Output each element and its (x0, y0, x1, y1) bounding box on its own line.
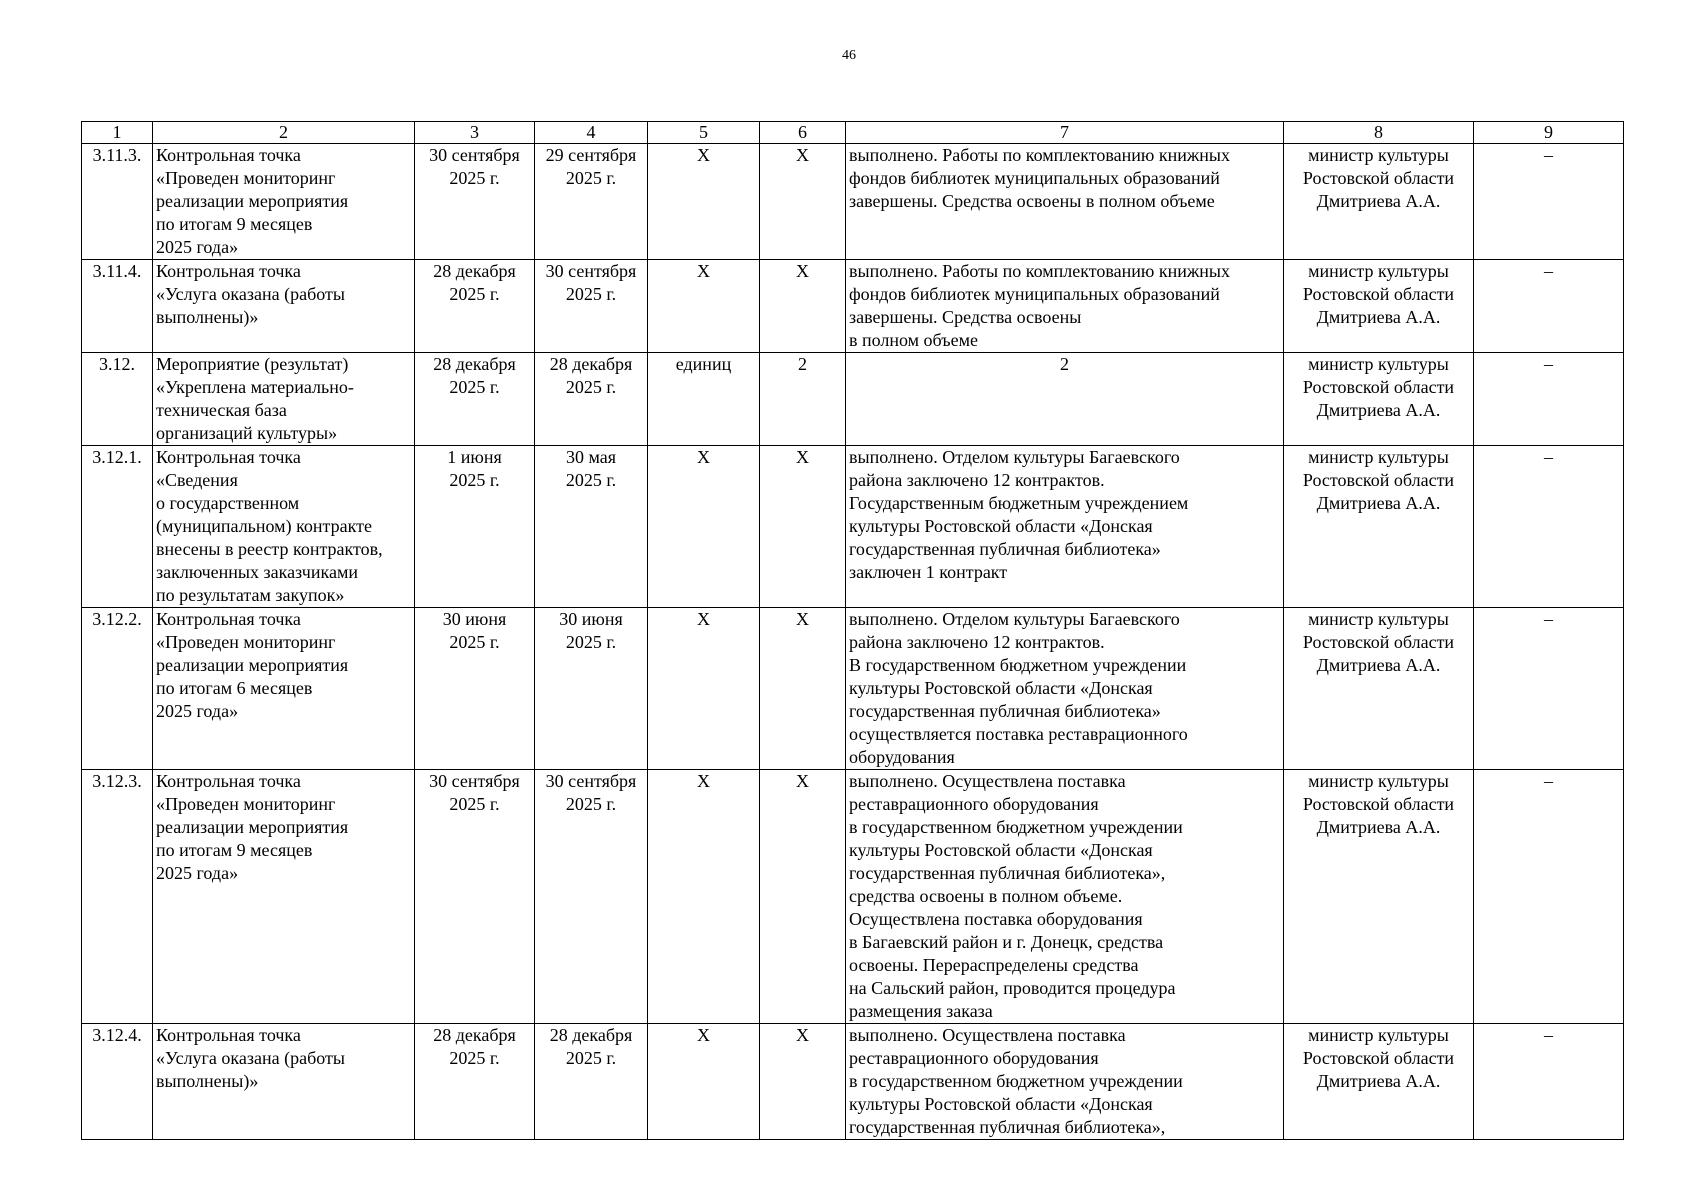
status-text: 2 (846, 353, 1284, 446)
row-name: Мероприятие (результат) «Укреплена материально- техническая база организаций культуры» (153, 353, 415, 446)
table-row (82, 1024, 1624, 1140)
value: Х (760, 770, 846, 1024)
header-cell: 2 (153, 122, 415, 144)
responsible: министр культуры Ростовской области Дмитриева А.А. (1284, 770, 1474, 1024)
note: – (1474, 260, 1624, 353)
fact-date: 30 мая 2025 г. (535, 446, 648, 608)
note: – (1474, 446, 1624, 608)
row-number: 3.12. (82, 353, 153, 446)
unit: Х (648, 770, 760, 1024)
responsible: министр культуры Ростовской области Дмитриева А.А. (1284, 446, 1474, 608)
note: – (1474, 353, 1624, 446)
report-table (81, 121, 1624, 1140)
header-cell: 9 (1474, 122, 1624, 144)
note: – (1474, 144, 1624, 260)
status-text: выполнено. Работы по комплектованию книжных фондов библиотек муниципальных образований завершены. Средства освоены в полном объеме (846, 144, 1284, 260)
header-cell: 5 (648, 122, 760, 144)
responsible: министр культуры Ростовской области Дмитриева А.А. (1284, 144, 1474, 260)
row-name: Контрольная точка «Проведен мониторинг реализации мероприятия по итогам 9 месяцев 2025 года» (153, 770, 415, 1024)
value: Х (760, 446, 846, 608)
plan-date: 28 декабря 2025 г. (415, 260, 535, 353)
header-cell: 1 (82, 122, 153, 144)
row-number: 3.12.3. (82, 770, 153, 1024)
fact-date: 28 декабря 2025 г. (535, 1024, 648, 1140)
responsible: министр культуры Ростовской области Дмитриева А.А. (1284, 260, 1474, 353)
header-cell: 3 (415, 122, 535, 144)
row-name: Контрольная точка «Сведения о государственном (муниципальном) контракте внесены в реестр контрактов, заключенных заказчиками по результатам закупок» (153, 446, 415, 608)
row-name: Контрольная точка «Проведен мониторинг реализации мероприятия по итогам 6 месяцев 2025 года» (153, 608, 415, 770)
header-cell: 7 (846, 122, 1284, 144)
value: Х (760, 1024, 846, 1140)
unit: Х (648, 260, 760, 353)
responsible: министр культуры Ростовской области Дмитриева А.А. (1284, 608, 1474, 770)
unit: единиц (648, 353, 760, 446)
unit: Х (648, 608, 760, 770)
table-row (82, 770, 1624, 1024)
header-cell: 6 (760, 122, 846, 144)
plan-date: 30 июня 2025 г. (415, 608, 535, 770)
plan-date: 28 декабря 2025 г. (415, 1024, 535, 1140)
page-number: 46 (842, 48, 856, 63)
fact-date: 30 сентября 2025 г. (535, 770, 648, 1024)
plan-date: 30 сентября 2025 г. (415, 770, 535, 1024)
table-row (82, 608, 1624, 770)
table-row (82, 260, 1624, 353)
row-name: Контрольная точка «Услуга оказана (работы выполнены)» (153, 1024, 415, 1140)
status-text: выполнено. Осуществлена поставка реставрационного оборудования в государственном бюджетном учреждении культуры Ростовской области «Донская государственная публичная библиотека», (846, 1024, 1284, 1140)
unit: Х (648, 144, 760, 260)
table-row (82, 353, 1624, 446)
plan-date: 28 декабря 2025 г. (415, 353, 535, 446)
row-name: Контрольная точка «Проведен мониторинг реализации мероприятия по итогам 9 месяцев 2025 года» (153, 144, 415, 260)
unit: Х (648, 1024, 760, 1140)
header-cell: 8 (1284, 122, 1474, 144)
status-text: выполнено. Отделом культуры Багаевского района заключено 12 контрактов. В государственном бюджетном учреждении культуры Ростовской области «Донская государственная публичная библиотека» осуществляется поставка реставрационного оборудования (846, 608, 1284, 770)
fact-date: 29 сентября 2025 г. (535, 144, 648, 260)
value: 2 (760, 353, 846, 446)
plan-date: 30 сентября 2025 г. (415, 144, 535, 260)
responsible: министр культуры Ростовской области Дмитриева А.А. (1284, 353, 1474, 446)
fact-date: 30 сентября 2025 г. (535, 260, 648, 353)
table-row (82, 446, 1624, 608)
note: – (1474, 770, 1624, 1024)
status-text: выполнено. Отделом культуры Багаевского района заключено 12 контрактов. Государственным бюджетным учреждением культуры Ростовской области «Донская государственная публичная библиотека» заключен 1 контракт (846, 446, 1284, 608)
row-number: 3.12.2. (82, 608, 153, 770)
status-text: выполнено. Осуществлена поставка реставрационного оборудования в государственном бюджетном учреждении культуры Ростовской области «Донская государственная публичная библиотека», средства освоены в полном объеме. Осуществлена поставка оборудования в Багаевский район и г. Донецк, средства освоены. Перераспределены средства на Сальский район, проводится процедура размещения заказа (846, 770, 1284, 1024)
row-number: 3.12.1. (82, 446, 153, 608)
header-row (82, 122, 1624, 144)
unit: Х (648, 446, 760, 608)
table-row (82, 144, 1624, 260)
fact-date: 28 декабря 2025 г. (535, 353, 648, 446)
row-name: Контрольная точка «Услуга оказана (работы выполнены)» (153, 260, 415, 353)
value: Х (760, 260, 846, 353)
note: – (1474, 608, 1624, 770)
header-cell: 4 (535, 122, 648, 144)
value: Х (760, 608, 846, 770)
row-number: 3.11.3. (82, 144, 153, 260)
note: – (1474, 1024, 1624, 1140)
row-number: 3.11.4. (82, 260, 153, 353)
status-text: выполнено. Работы по комплектованию книжных фондов библиотек муниципальных образований завершены. Средства освоены в полном объеме (846, 260, 1284, 353)
row-number: 3.12.4. (82, 1024, 153, 1140)
fact-date: 30 июня 2025 г. (535, 608, 648, 770)
value: Х (760, 144, 846, 260)
plan-date: 1 июня 2025 г. (415, 446, 535, 608)
responsible: министр культуры Ростовской области Дмитриева А.А. (1284, 1024, 1474, 1140)
